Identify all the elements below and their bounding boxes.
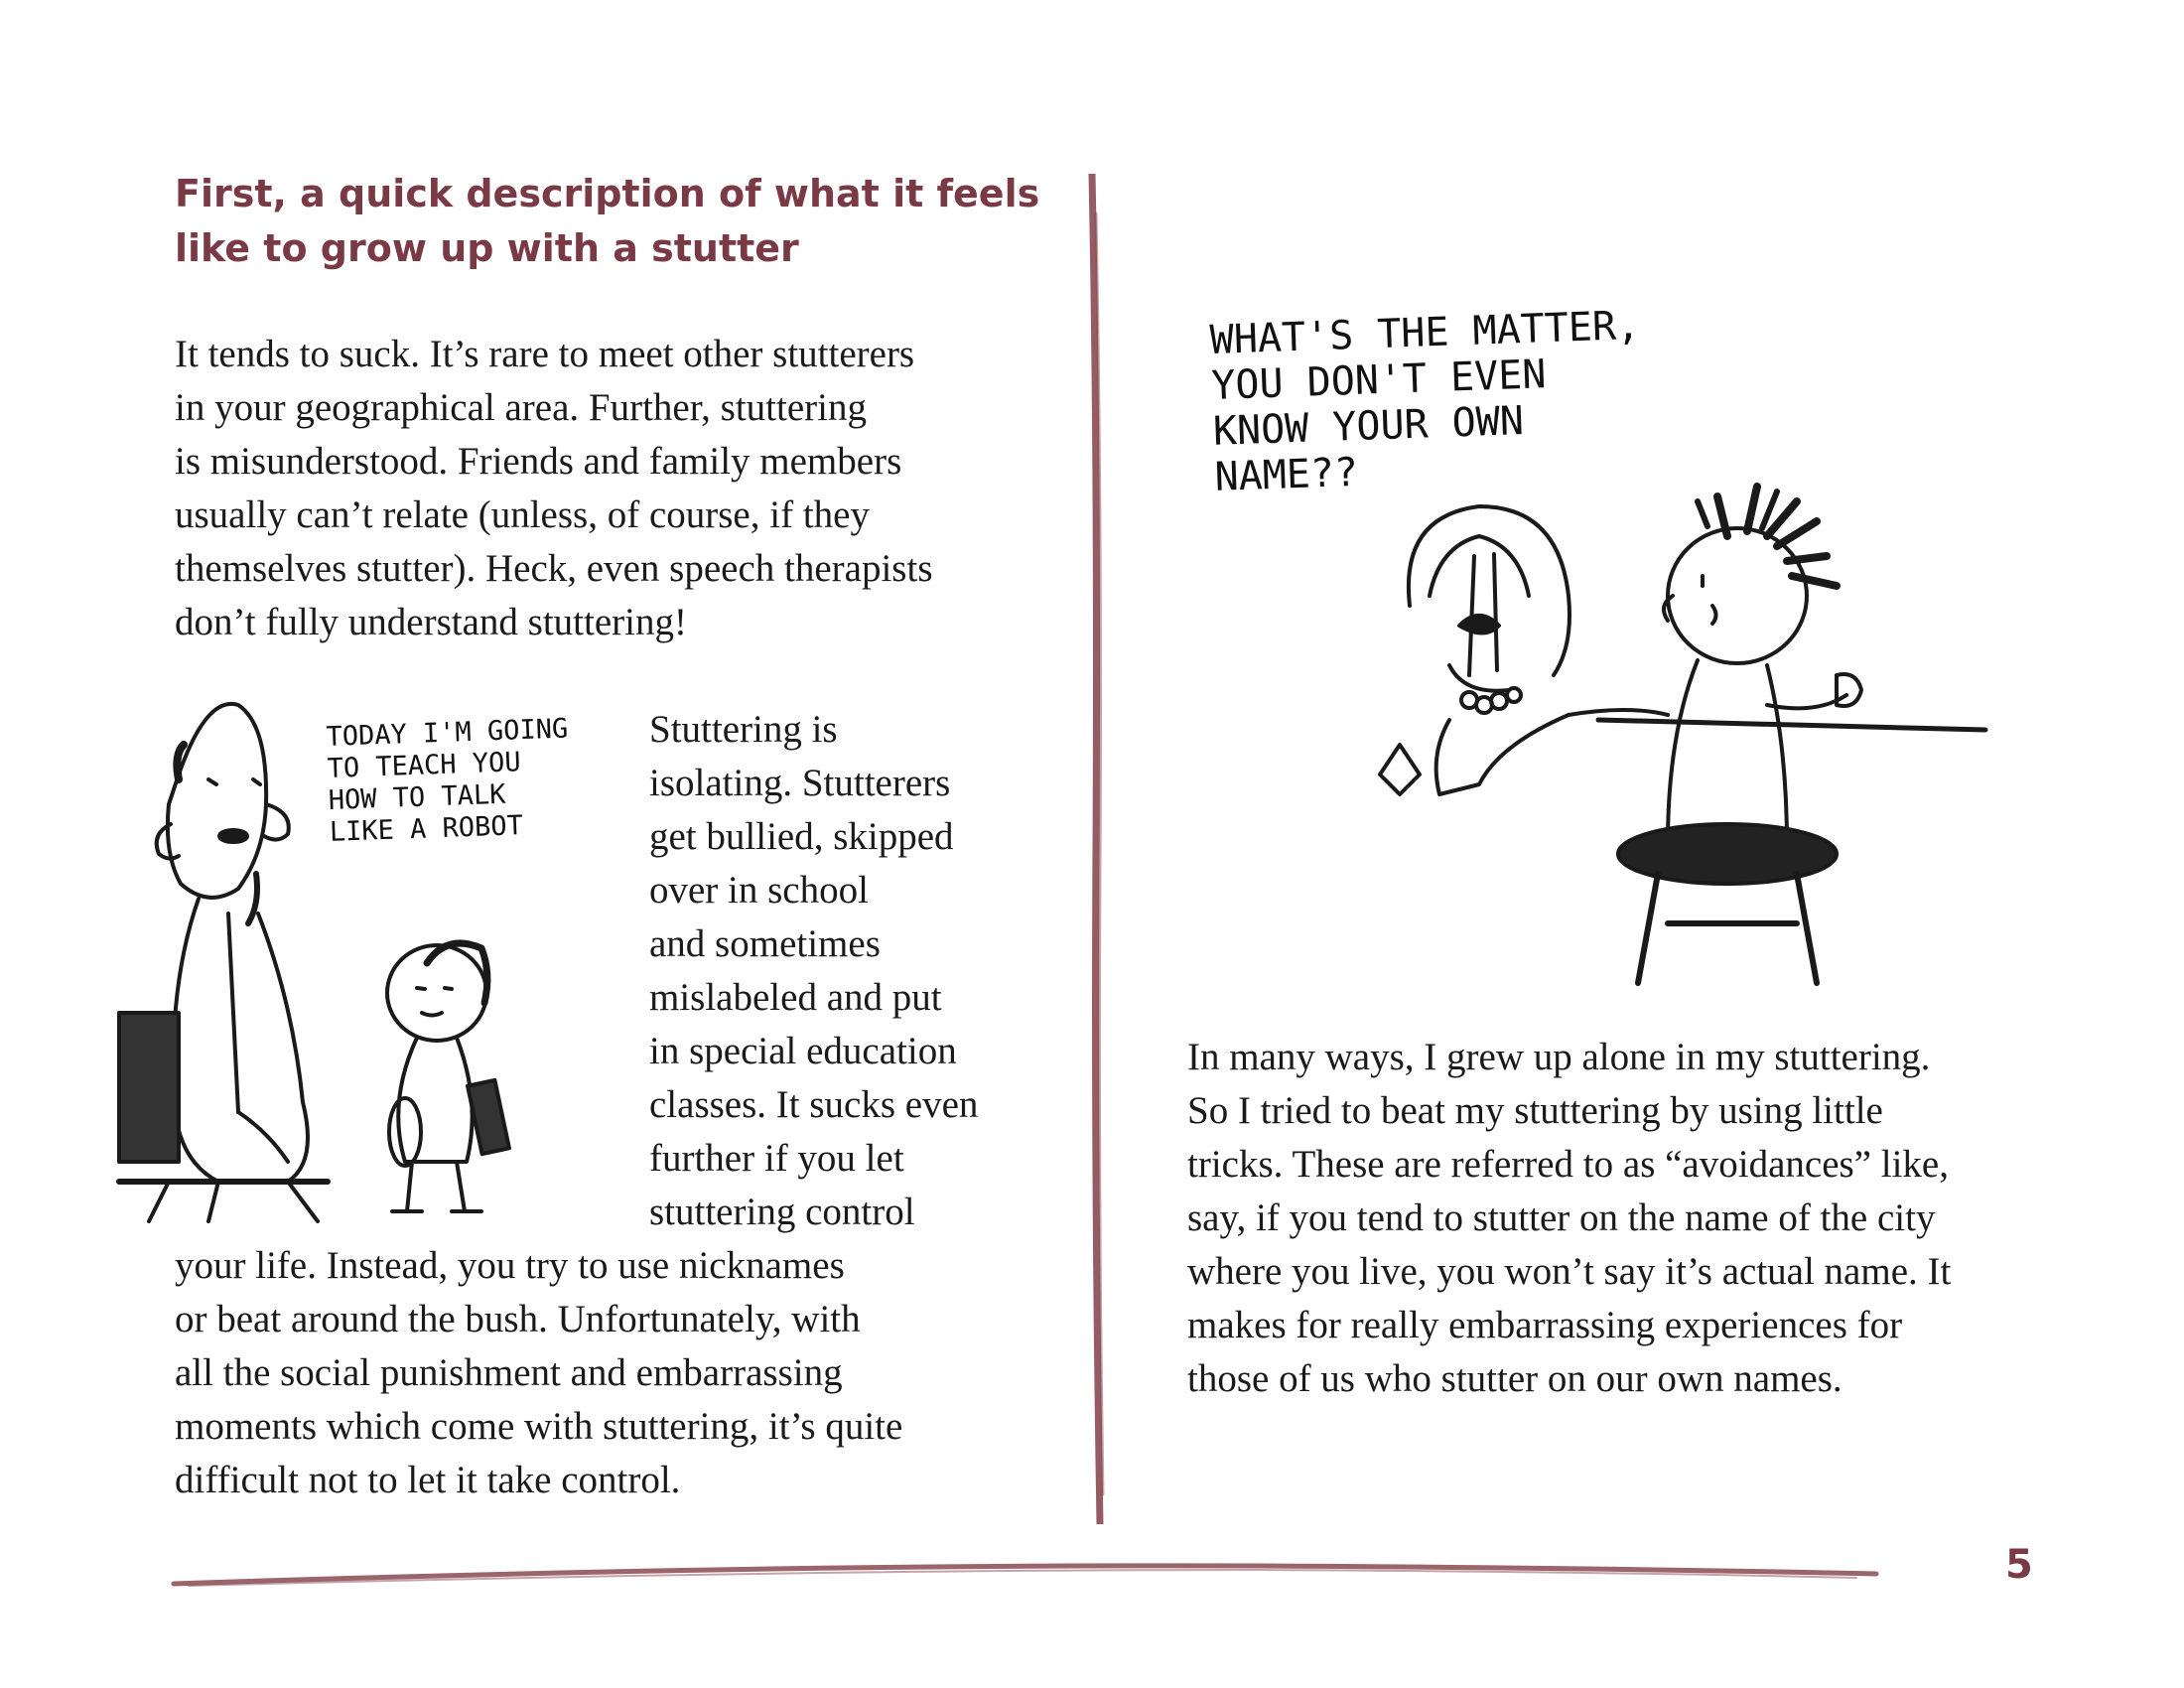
section-heading <box>175 167 1068 276</box>
paragraph-line: isolating. Stutterers <box>649 762 951 804</box>
adult-speech-caption <box>1209 303 1646 500</box>
paragraph-line: over in school <box>649 869 869 912</box>
paragraph-line: all the social punishment and embarrassing <box>175 1351 843 1394</box>
paragraph-line: tricks. These are referred to as “avoidances” like, <box>1187 1143 1949 1186</box>
right-paragraph <box>1187 1031 1951 1406</box>
closing-paragraph <box>175 1239 902 1507</box>
caption-line: TO TEACH YOU <box>327 747 522 784</box>
paragraph-line: usually can’t relate (unless, of course, if they <box>175 493 870 536</box>
paragraph-line: classes. It sucks even <box>649 1083 979 1126</box>
paragraph-line: stuttering control <box>649 1191 915 1233</box>
paragraph-line: say, if you tend to stutter on the name of the city <box>1187 1196 1936 1239</box>
intro-paragraph <box>175 328 933 649</box>
wrap-paragraph <box>649 703 978 1239</box>
paragraph-line: your life. Instead, you try to use nicknames <box>175 1244 845 1287</box>
paragraph-line: mislabeled and put <box>649 976 942 1019</box>
column-divider <box>1082 174 1122 1524</box>
teacher-speech-caption <box>326 713 572 848</box>
caption-line: WHAT'S THE MATTER, <box>1209 302 1641 363</box>
caption-line: YOU DON'T EVEN <box>1210 352 1548 409</box>
caption-line: KNOW YOUR OWN <box>1212 398 1525 455</box>
paragraph-line: those of us who stutter on our own names. <box>1187 1357 1843 1400</box>
paragraph-line: and sometimes <box>649 922 881 965</box>
bottom-rule <box>169 1554 1896 1594</box>
paragraph-line: It tends to suck. It’s rare to meet other stutterers <box>175 333 915 375</box>
paragraph-line: or beat around the bush. Unfortunately, with <box>175 1298 861 1340</box>
paragraph-line: is misunderstood. Friends and family members <box>175 440 902 483</box>
paragraph-line: where you live, you won’t say it’s actual name. It <box>1187 1250 1952 1293</box>
paragraph-line: in special education <box>649 1030 957 1072</box>
caption-line: HOW TO TALK <box>328 778 507 816</box>
caption-line: NAME?? <box>1213 449 1359 500</box>
caption-line: LIKE A ROBOT <box>329 810 524 848</box>
paragraph-line: further if you let <box>649 1137 904 1180</box>
paragraph-line: Stuttering is <box>649 708 838 751</box>
heading-line: like to grow up with a stutter <box>175 226 799 270</box>
adult-child-illustration <box>1370 477 2005 1013</box>
paragraph-line: difficult not to let it take control. <box>175 1459 681 1501</box>
paragraph-line: So I tried to beat my stuttering by using little <box>1187 1089 1883 1132</box>
paragraph-line: in your geographical area. Further, stuttering <box>175 386 867 429</box>
heading-line: First, a quick description of what it feels <box>175 172 1040 215</box>
paragraph-line: moments which come with stuttering, it’s quite <box>175 1405 903 1448</box>
paragraph-line: get bullied, skipped <box>649 815 954 858</box>
page-number: 5 <box>2005 1542 2033 1588</box>
caption-line: TODAY I'M GOING <box>326 713 569 753</box>
paragraph-line: themselves stutter). Heck, even speech therapists <box>175 547 933 590</box>
paragraph-line: In many ways, I grew up alone in my stuttering. <box>1187 1036 1931 1078</box>
paragraph-line: makes for really embarrassing experiences for <box>1187 1304 1903 1346</box>
paragraph-line: don’t fully understand stuttering! <box>175 601 687 643</box>
